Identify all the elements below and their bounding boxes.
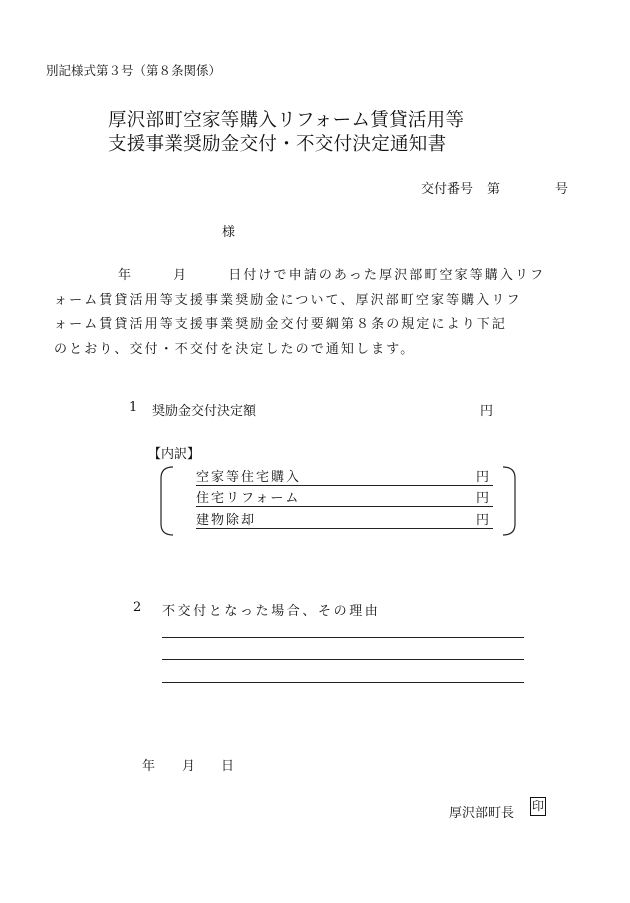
breakdown-row-unit: 円	[475, 513, 489, 528]
issue-number-suffix: 号	[555, 182, 569, 197]
issuer-title: 厚沢部町長	[449, 806, 515, 821]
breakdown-row-label: 建物除却	[196, 513, 257, 528]
breakdown-row-unit: 円	[475, 470, 489, 485]
reason-line-1	[162, 637, 524, 638]
section-2-number: 2	[133, 600, 144, 615]
date-month: 月	[182, 759, 196, 774]
reason-line-3	[162, 682, 524, 683]
breakdown-row-label: 空家等住宅購入	[196, 470, 302, 485]
left-brace	[156, 466, 176, 536]
document-title-line-2: 支援事業奨励金交付・不交付決定通知書	[108, 134, 447, 155]
body-line-4: のとおり、交付・不交付を決定したので通知します。	[54, 341, 416, 357]
body-line-2: ォーム賃貸活用等支援事業奨励金について、厚沢部町空家等購入リフ	[54, 292, 522, 308]
seal-mark: 印	[530, 797, 546, 816]
body-line-1	[54, 264, 576, 289]
document-title-line-1: 厚沢部町空家等購入リフォーム賃貸活用等	[108, 110, 465, 131]
breakdown-row-unit: 円	[475, 491, 489, 506]
addressee-suffix: 様	[222, 225, 236, 240]
breakdown-row-house-reform	[196, 487, 493, 507]
date-year: 年	[142, 759, 156, 774]
reason-line-2	[162, 659, 524, 660]
body-line-3: ォーム賃貸活用等支援事業奨励金交付要綱第８条の規定により下記	[54, 317, 508, 332]
date-day: 日	[221, 759, 235, 774]
form-id: 別記様式第３号（第８条関係）	[46, 63, 222, 78]
issue-number-prefix: 第	[487, 182, 501, 197]
notice-body	[54, 264, 576, 362]
section-1-number: 1	[129, 400, 138, 415]
body-month: 月	[173, 268, 189, 283]
breakdown-row-house-purchase	[196, 466, 493, 486]
section-1-label: 奨励金交付決定額	[152, 404, 257, 419]
body-year: 年	[118, 268, 134, 283]
breakdown-heading: 【内訳】	[148, 447, 201, 462]
breakdown-row-demolition	[196, 509, 493, 529]
section-2-label: 不交付となった場合、その理由	[162, 604, 381, 619]
issue-number-label: 交付番号	[421, 182, 474, 197]
breakdown-row-label: 住宅リフォーム	[196, 491, 301, 506]
right-brace	[500, 466, 520, 536]
section-1-unit: 円	[480, 404, 494, 419]
body-line-1-text: 日付けで申請のあった厚沢部町空家等購入リフ	[228, 268, 546, 283]
